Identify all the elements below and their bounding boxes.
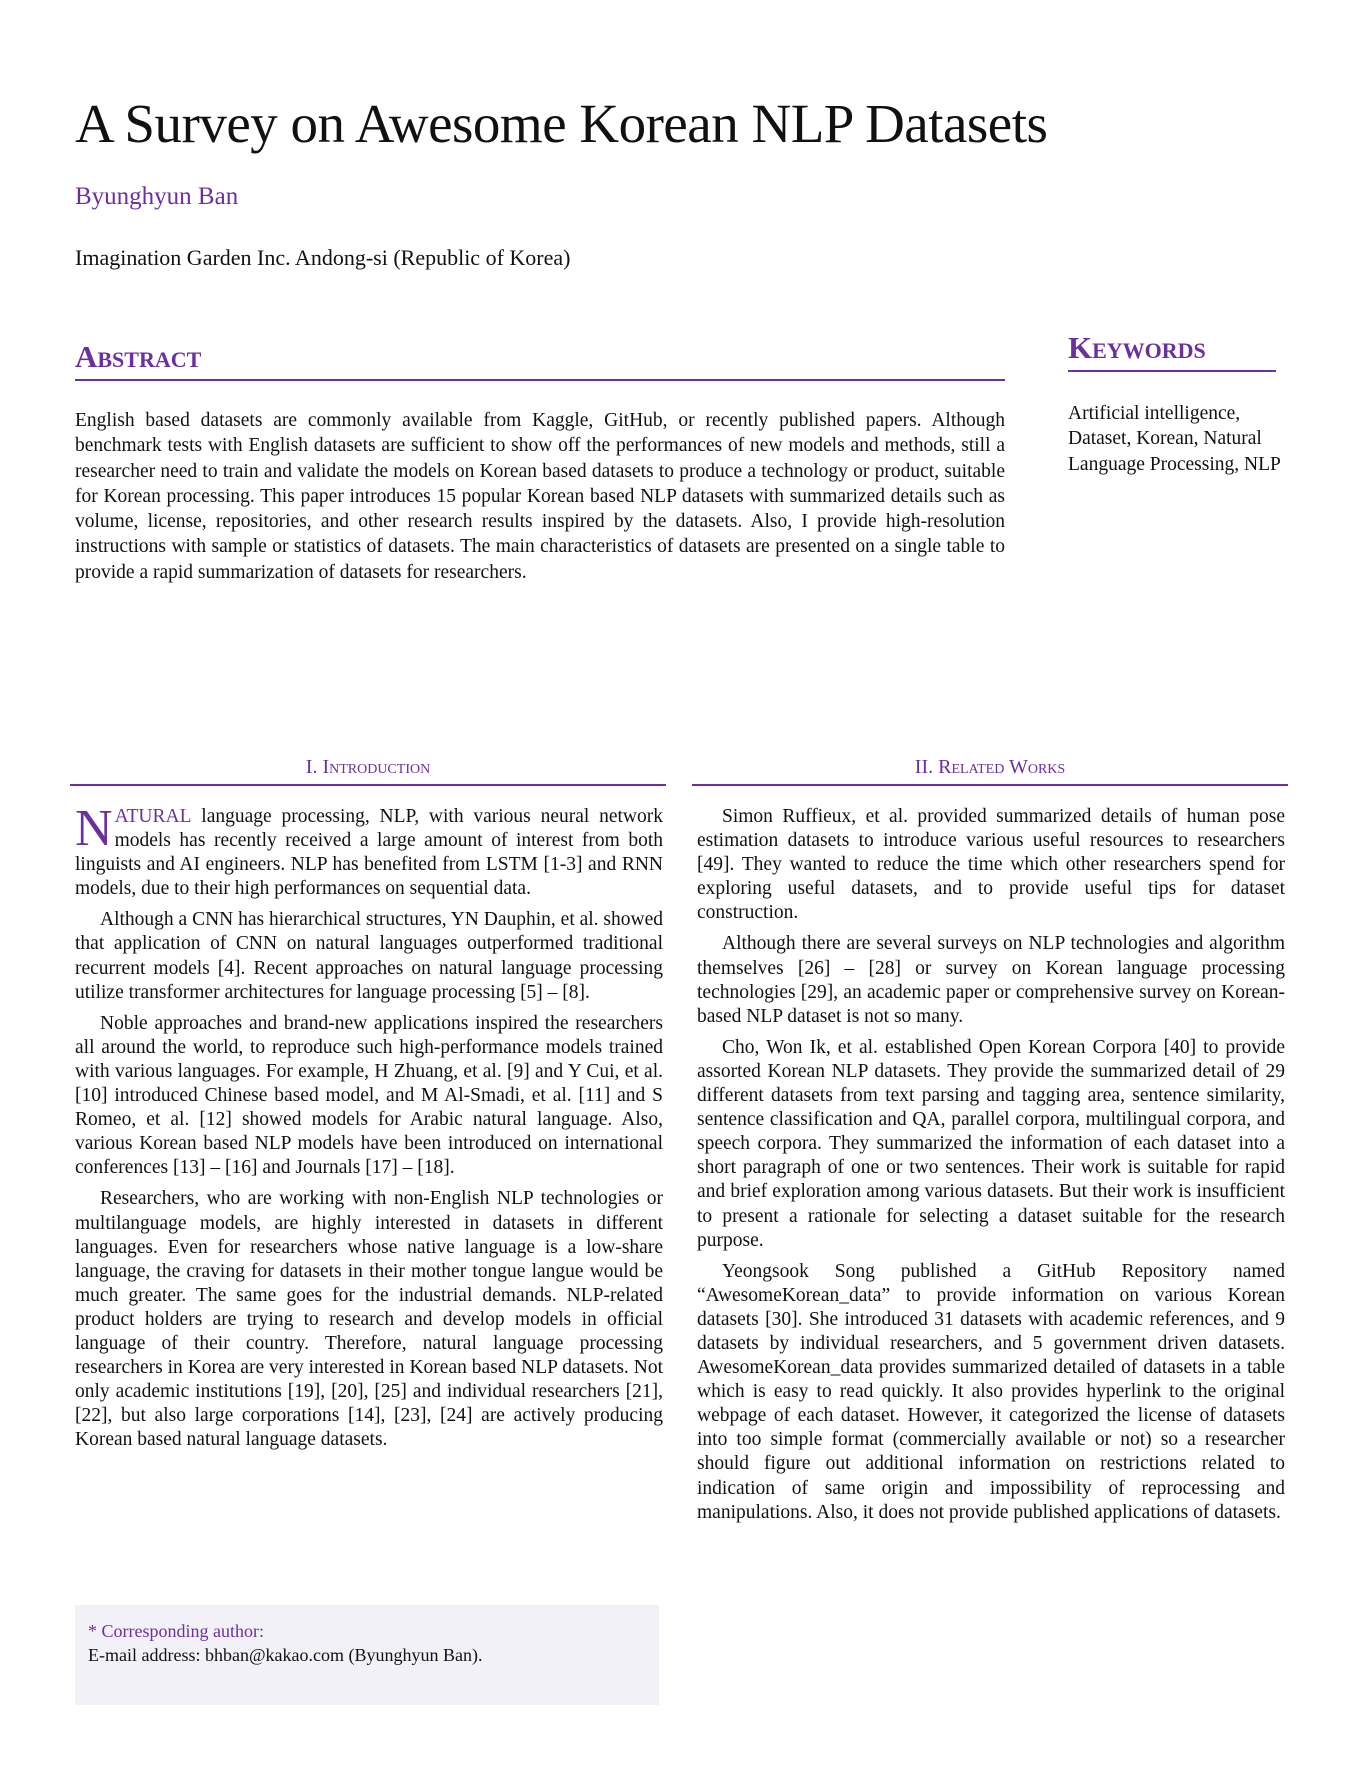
introduction-heading: I. Introduction	[70, 756, 666, 786]
keywords-text: Artificial intelligence, Dataset, Korean, Natural Language Processing, NLP	[1068, 403, 1281, 475]
intro-paragraph-3: Noble approaches and brand-new applications inspired the researchers all around the world, to reproduce such high-performance models trained with various languages. For example, H Zhuang, et al. [9] and Y Cui, et al. [10] introduced Chinese based model, and M Al-Smadi, et al. [11] and S Romeo, et al. [12] showed models for Arabic natural language. Also, various Korean based NLP models have been introduced on international conferences [13] – [16] and Journals [17] – [18].	[75, 1012, 663, 1179]
intro-paragraph-4: Researchers, who are working with non-English NLP technologies or multilanguage models, are highly interested in datasets in different languages. Even for researchers whose native language is a low-share language, the craving for datasets in their mother tongue langue would be much greater. The same goes for the industrial demands. NLP-related product holders are trying to research and develop models in official language of their country. Therefore, natural language processing researchers in Korea are very interested in Korean based NLP datasets. Not only academic institutions [19], [20], [25] and individual researchers [21], [22], but also large corporations [14], [23], [24] are actively producing Korean based natural language datasets.	[75, 1188, 663, 1451]
author-name: Byunghyun Ban	[75, 183, 239, 210]
related-paragraph-2: Although there are several surveys on NLP technologies and algorithm themselves [26] – [28] or survey on Korean language processing technologies [29], an academic paper or comprehensive survey on Korean-based NLP dataset is not so many.	[697, 933, 1285, 1027]
abstract-heading: Abstract	[75, 339, 1005, 381]
related-works-heading: II. Related Works	[692, 756, 1288, 786]
drop-cap: N	[75, 800, 113, 857]
introduction-section	[75, 800, 664, 1459]
related-paragraph-4: Yeongsook Song published a GitHub Repository named “AwesomeKorean_data” to provide information on various Korean datasets [30]. She introduced 31 datasets with academic references, and 9 datasets by individual researchers, and 5 government driven datasets. AwesomeKorean_data provides summarized detailed of datasets in a table which is easy to read quickly. It also provides hyperlink to the original webpage of each dataset. However, it categorized the license of datasets into too simple format (commercially available or not) so a researcher should figure out additional information on restrictions related to indication of same origin and impossibility of reprocessing and manipulations. Also, it does not provide published applications of datasets.	[697, 1260, 1285, 1523]
intro-paragraph-1-text: language processing, NLP, with various neural network models has recently received a large amount of interest from both linguists and AI engineers. NLP has benefited from LSTM [1-3] and RNN models, due to their high performances on sequential data.	[75, 806, 663, 900]
lead-word: ATURAL	[114, 806, 192, 827]
related-paragraph-1: Simon Ruffieux, et al. provided summarized details of human pose estimation datasets to introduce various useful resources to researchers [49]. They wanted to reduce the time which other researchers spend for exploring useful datasets, and to provide useful tips for dataset construction.	[697, 806, 1285, 924]
keywords-heading: Keywords	[1068, 330, 1276, 372]
intro-paragraph-2: Although a CNN has hierarchical structures, YN Dauphin, et al. showed that application of CNN on natural languages outperformed traditional recurrent models [4]. Recent approaches on natural language processing utilize transformer architectures for language processing [5] – [8].	[75, 909, 664, 1003]
abstract-text: English based datasets are commonly available from Kaggle, GitHub, or recently published papers. Although benchmark tests with English datasets are sufficient to show off the performances of new models and methods, still a researcher need to train and validate the models on Korean based datasets to produce a technology or product, suitable for Korean processing. This paper introduces 15 popular Korean based NLP datasets with summarized details such as volume, license, repositories, and other research results inspired by the datasets. Also, I provide high-resolution instructions with sample or statistics of datasets. The main characteristics of datasets are presented on a single table to provide a rapid summarization of datasets for researchers.	[75, 410, 1005, 583]
paper-title: A Survey on Awesome Korean NLP Datasets	[75, 93, 1048, 154]
intro-paragraph-1	[75, 800, 663, 901]
affiliation: Imagination Garden Inc. Andong-si (Republic of Korea)	[75, 245, 571, 270]
corresponding-author-label: * Corresponding author:	[88, 1621, 264, 1641]
related-paragraph-3: Cho, Won Ik, et al. established Open Korean Corpora [40] to provide assorted Korean NLP datasets. They provide the summarized detail of 29 different datasets from text parsing and tagging area, sentence similarity, sentence classification and QA, parallel corpora, multilingual corpora, and speech corpora. They summarized the information of each dataset into a short paragraph of one or two sentences. Their work is suitable for rapid and brief exploration among various datasets. But their work is insufficient to present a rationale for selecting a dataset suitable for the research purpose.	[697, 1036, 1285, 1251]
corresponding-author-email: E-mail address: bhban@kakao.com (Byunghyun Ban).	[88, 1645, 483, 1665]
corresponding-author-box	[75, 1605, 659, 1705]
related-works-section	[697, 805, 1285, 1532]
